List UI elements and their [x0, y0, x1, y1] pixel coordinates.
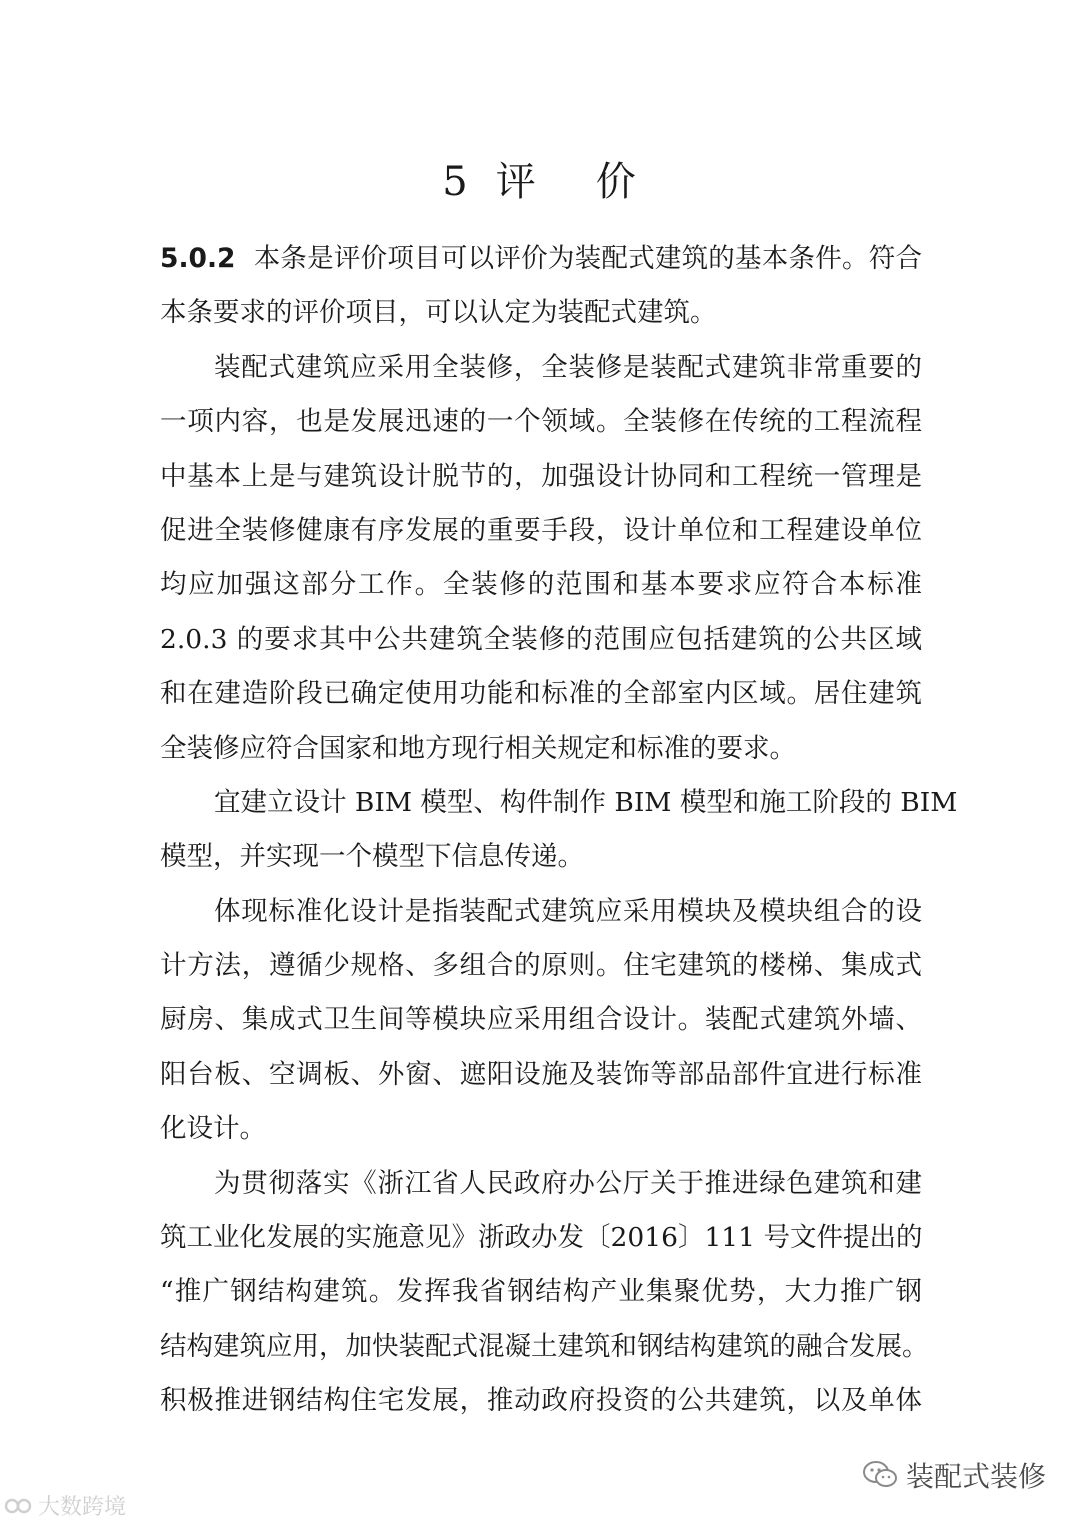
- account-watermark-text: 装配式装修: [905, 1460, 1046, 1493]
- paragraph-line: 均应加强这部分工作。全装修的范围和基本要求应符合本标准: [160, 569, 922, 601]
- line-text: 本条是评价项目可以评价为装配式建筑的基本条件。符合: [253, 243, 922, 274]
- paragraph-line: 模型，并实现一个模型下信息传递。: [160, 841, 584, 873]
- paragraph-line: 积极推进钢结构住宅发展，推动政府投资的公共建筑，以及单体: [160, 1385, 922, 1417]
- paragraph-line: 中基本上是与建筑设计脱节的，加强设计协同和工程统一管理是: [160, 460, 922, 492]
- paragraph-line: 厨房、集成式卫生间等模块应采用组合设计。装配式建筑外墙、: [160, 1004, 922, 1036]
- paragraph-line: 和在建造阶段已确定使用功能和标准的全部室内区域。居住建筑: [160, 678, 922, 710]
- source-watermark: [4, 1490, 126, 1521]
- paragraph-line: 装配式建筑应采用全装修，全装修是装配式建筑非常重要的: [214, 351, 922, 383]
- paragraph-line: 一项内容，也是发展迅速的一个领域。全装修在传统的工程流程: [160, 406, 922, 438]
- section-title: [0, 152, 1080, 212]
- paragraph-line: [160, 232, 922, 286]
- body-text: [160, 232, 958, 1429]
- paragraph-line: 2.0.3 的要求其中公共建筑全装修的范围应包括建筑的公共区域: [160, 623, 922, 655]
- paragraph-line: 化设计。: [160, 1113, 266, 1145]
- source-watermark-text: 大数跨境: [38, 1495, 127, 1520]
- section-title-word-2: 价: [595, 159, 638, 205]
- paragraph-line: 本条要求的评价项目，可以认定为装配式建筑。: [160, 297, 717, 329]
- wechat-icon: [862, 1460, 898, 1490]
- paragraph-line: 全装修应符合国家和地方现行相关规定和标准的要求。: [160, 732, 796, 764]
- paragraph-line: 结构建筑应用，加快装配式混凝土建筑和钢结构建筑的融合发展。: [160, 1330, 929, 1362]
- section-number: 5: [442, 159, 470, 205]
- account-watermark: [862, 1455, 1046, 1495]
- paragraph-line: 筑工业化发展的实施意见》浙政办发〔2016〕111 号文件提出的: [160, 1222, 923, 1254]
- dashujuejing-logo-icon: [4, 1495, 34, 1517]
- paragraph-line: 阳台板、空调板、外窗、遮阳设施及装饰等部品部件宜进行标准: [160, 1058, 922, 1090]
- paragraph-line: 计方法，遵循少规格、多组合的原则。住宅建筑的楼梯、集成式: [160, 950, 922, 982]
- paragraph-line: 体现标准化设计是指装配式建筑应采用模块及模块组合的设: [214, 895, 922, 927]
- paragraph-line: 促进全装修健康有序发展的重要手段，设计单位和工程建设单位: [160, 514, 922, 546]
- section-title-word-1: 评: [495, 159, 538, 205]
- clause-number: 5.0.2: [160, 243, 236, 274]
- paragraph-line: 为贯彻落实《浙江省人民政府办公厅关于推进绿色建筑和建: [214, 1167, 922, 1199]
- paragraph-line: “推广钢结构建筑。发挥我省钢结构产业集聚优势，大力推广钢: [160, 1276, 922, 1308]
- paragraph-line: 宜建立设计 BIM 模型、构件制作 BIM 模型和施工阶段的 BIM: [214, 786, 958, 818]
